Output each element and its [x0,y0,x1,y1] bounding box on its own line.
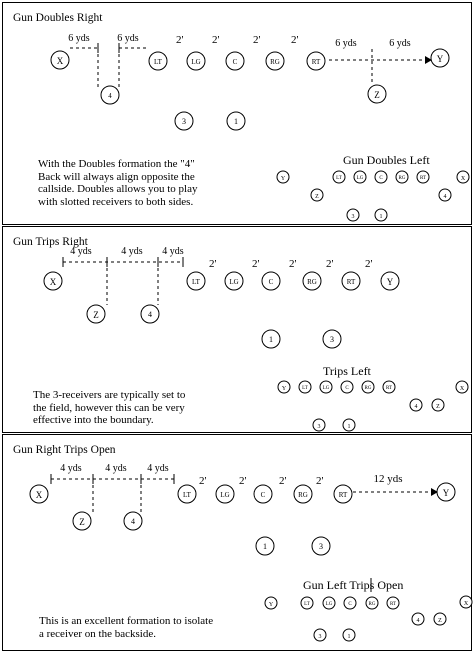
spacing-mark: 2' [365,258,373,270]
distance-label: 4 yds [121,246,143,257]
player-lt-label: LT [154,58,162,66]
player-1-label: 1 [347,424,351,430]
panel-title: Gun Trips Right [13,236,88,248]
panel-title: Gun Doubles Right [13,12,103,24]
player-x-label: X [56,56,64,66]
player-3-label: 3 [317,424,321,430]
spacing-mark: 2' [253,34,261,46]
player-1-label: 1 [263,542,267,551]
player-3-label: 3 [182,117,186,126]
player-x-label: X [49,277,57,287]
player-y-label: Y [280,176,286,182]
player-4-label: 4 [416,618,420,624]
distance-label: 6 yds [335,38,357,49]
player-rg-label: RG [368,602,376,607]
formation-panel-trips-right [2,226,472,433]
player-c-label: C [379,176,383,181]
player-c-label: C [345,386,349,391]
mini-diagram-title: Gun Doubles Left [343,153,430,167]
player-lg-label: LG [191,58,201,66]
player-lt-label: LT [183,491,191,499]
player-rg-label: RG [307,278,317,286]
player-x-label: X [459,386,465,392]
distance-label: 6 yds [117,33,139,44]
player-lt-label: LT [336,176,342,181]
player-3-label: 3 [318,634,322,640]
spacing-mark: 2' [291,34,299,46]
spacing-mark: 2' [252,258,260,270]
player-z-label: Z [436,404,440,410]
player-1-label: 1 [234,117,238,126]
player-c-label: C [268,278,274,286]
spacing-mark: 2' [176,34,184,46]
spacing-mark: 2' [199,475,207,487]
player-z-label: Z [438,618,442,624]
player-lt-label: LT [192,278,200,286]
distance-label: 6 yds [68,33,90,44]
spacing-mark: 2' [209,258,217,270]
player-1-label: 1 [269,335,273,344]
player-4-label: 4 [148,310,152,319]
player-rt-label: RT [338,491,348,499]
spacing-mark: 2' [316,475,324,487]
player-3-label: 3 [319,542,323,551]
player-rg-label: RG [298,491,308,499]
mini-diagram-doubles-left [277,171,469,221]
formation-description: With the Doubles formation the "4" Back will always align opposite the callside. Doubles allows you to play with slotted receivers to both sides. [38,158,198,208]
player-c-label: C [232,58,238,66]
spacing-mark: 2' [239,475,247,487]
player-3-label: 3 [351,214,355,220]
player-1-label: 1 [379,214,383,220]
distance-label: 4 yds [162,246,184,257]
player-lt-label: LT [302,386,308,391]
spacing-mark: 2' [326,258,334,270]
distance-label: 4 yds [60,463,82,474]
spacing-mark: 2' [289,258,297,270]
player-rt-label: RT [389,602,397,607]
player-x-label: X [35,490,43,500]
player-lg-label: LG [220,491,230,499]
player-c-label: C [260,491,266,499]
player-4-label: 4 [131,517,135,526]
player-y-label: Y [281,386,287,392]
distance-label: 4 yds [105,463,127,474]
player-lt-label: LT [304,602,310,607]
distance-label: 4 yds [147,463,169,474]
offensive-line [149,52,325,70]
player-y-label: Y [268,602,274,608]
player-y-label: Y [436,54,444,64]
player-rt-label: RT [346,278,356,286]
offensive-line [187,272,360,290]
distance-label: 4 yds [70,246,92,257]
player-lg-label: LG [356,176,364,181]
player-z-label: Z [315,194,319,200]
mini-diagram-title: Trips Left [323,364,371,378]
player-4-label: 4 [443,194,447,200]
distance-label: 6 yds [389,38,411,49]
player-lg-label: LG [229,278,239,286]
mini-diagram-trips-left [278,381,468,431]
player-lg-label: LG [322,386,330,391]
player-rt-label: RT [311,58,321,66]
player-rg-label: RG [364,386,372,391]
formation-panel-doubles-right [2,2,472,225]
formation-description: This is an excellent formation to isolate a receiver on the backside. [39,615,214,640]
player-y-label: Y [442,488,450,498]
player-x-label: X [460,176,466,182]
player-4-label: 4 [414,404,418,410]
player-z-label: Z [79,517,85,527]
player-rt-label: RT [385,386,393,391]
player-4-label: 4 [108,92,112,100]
player-y-label: Y [386,277,394,287]
spacing-mark: 2' [212,34,220,46]
distance-label: 12 yds [373,473,403,485]
player-z-label: Z [374,90,380,100]
player-rg-label: RG [270,58,280,66]
player-1-label: 1 [347,634,351,640]
player-rt-label: RT [419,176,427,181]
player-rg-label: RG [398,176,406,181]
mini-diagram-title: Gun Left Trips Open [303,578,404,592]
player-x-label: X [463,601,469,607]
player-c-label: C [348,602,352,607]
formation-description: The 3-receivers are typically set to the field, however this can be very effective into the boundary. [33,389,186,426]
player-lg-label: LG [325,602,333,607]
offensive-line [178,485,352,503]
player-z-label: Z [93,310,99,320]
spacing-mark: 2' [279,475,287,487]
formation-panel-trips-open [2,434,472,651]
player-3-label: 3 [330,335,334,344]
panel-title: Gun Right Trips Open [13,444,116,456]
